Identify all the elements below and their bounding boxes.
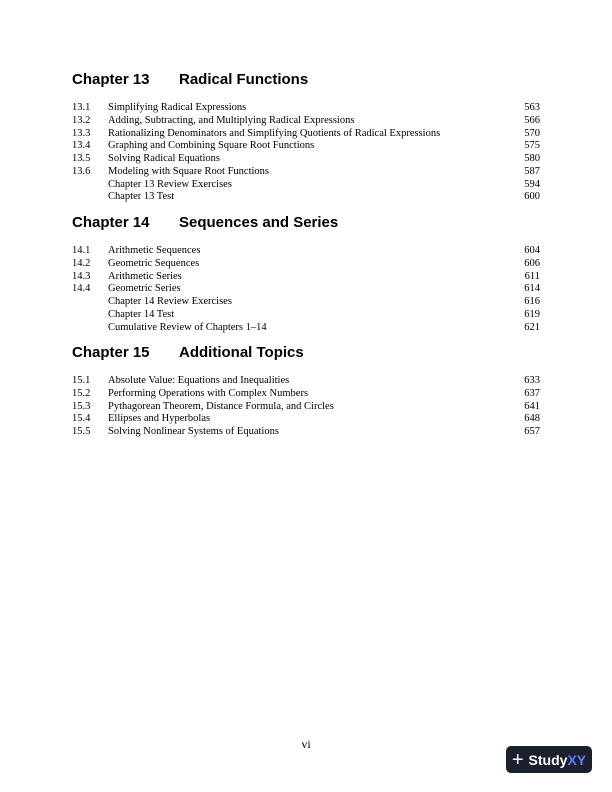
chapter-entries xyxy=(72,245,540,334)
section-title: Adding, Subtracting, and Multiplying Radical Expressions xyxy=(108,114,355,126)
toc-entry[interactable] xyxy=(72,426,540,439)
section-number: 13.5 xyxy=(72,153,91,164)
toc-entry[interactable] xyxy=(72,166,540,179)
chapter-title: Additional Topics xyxy=(179,344,304,361)
page-number: 580 xyxy=(524,153,540,164)
toc-entry[interactable] xyxy=(72,128,540,141)
studyxy-badge[interactable] xyxy=(506,746,592,773)
section-title: Chapter 13 Review Exercises xyxy=(108,178,232,190)
toc-entry[interactable] xyxy=(72,258,540,271)
toc-entry[interactable] xyxy=(72,283,540,296)
section-title: Arithmetic Sequences xyxy=(108,245,201,256)
page-number: 616 xyxy=(524,296,540,307)
section-title: Graphing and Combining Square Root Functions xyxy=(108,140,315,152)
page-number: 575 xyxy=(524,140,540,152)
chapter-title: Sequences and Series xyxy=(179,214,339,231)
section-number: 14.3 xyxy=(72,270,91,282)
chapter-section xyxy=(72,343,540,439)
section-number: 14.2 xyxy=(72,257,91,269)
toc-entry[interactable] xyxy=(72,401,540,414)
section-number: 14.4 xyxy=(72,283,91,295)
chapter-section xyxy=(72,70,540,204)
section-number: 15.4 xyxy=(72,413,91,425)
section-number: 13.4 xyxy=(72,140,91,152)
section-number: 13.6 xyxy=(72,165,91,177)
section-title: Arithmetic Series xyxy=(108,270,182,282)
section-number: 13.3 xyxy=(72,127,91,139)
page-number: 600 xyxy=(524,191,540,203)
page-number: 614 xyxy=(524,283,540,295)
toc-entry[interactable] xyxy=(72,375,540,388)
chapter-number: Chapter 15 xyxy=(72,344,150,361)
toc-entry[interactable] xyxy=(72,309,540,322)
badge-study-text: Study xyxy=(528,751,568,768)
section-number: 14.1 xyxy=(72,245,91,256)
section-number: 15.3 xyxy=(72,400,91,412)
toc-entry[interactable] xyxy=(72,140,540,153)
page-number: 587 xyxy=(524,165,540,177)
section-title: Modeling with Square Root Functions xyxy=(108,165,269,177)
section-number: 15.5 xyxy=(72,426,91,437)
section-number: 13.1 xyxy=(72,102,91,113)
section-title: Pythagorean Theorem, Distance Formula, and Circles xyxy=(108,400,334,412)
page-number: 563 xyxy=(524,102,540,113)
section-title: Cumulative Review of Chapters 1–14 xyxy=(108,321,267,333)
section-title: Solving Radical Equations xyxy=(108,153,220,164)
section-title: Absolute Value: Equations and Inequalities xyxy=(108,375,290,386)
page-number: 637 xyxy=(524,387,540,399)
page-number-footer: vi xyxy=(301,737,311,751)
toc-entry[interactable] xyxy=(72,322,540,335)
plus-icon: + xyxy=(511,748,524,771)
page-number: 570 xyxy=(524,127,540,139)
section-title: Chapter 14 Review Exercises xyxy=(108,296,232,307)
page-number: 657 xyxy=(524,426,540,437)
section-title: Simplifying Radical Expressions xyxy=(108,102,247,113)
section-title: Geometric Series xyxy=(108,283,181,295)
page-number: 641 xyxy=(524,400,540,412)
chapter-title: Radical Functions xyxy=(179,71,309,88)
section-number: 15.1 xyxy=(72,375,91,386)
chapter-entries xyxy=(72,102,540,204)
chapter-section xyxy=(72,213,540,334)
chapter-heading xyxy=(72,70,540,90)
page-number: 619 xyxy=(524,308,540,320)
section-title: Chapter 14 Test xyxy=(108,308,175,320)
page-number: 633 xyxy=(524,375,540,386)
page-number: 604 xyxy=(524,245,540,256)
chapter-number: Chapter 14 xyxy=(72,214,150,231)
section-number: 13.2 xyxy=(72,114,91,126)
section-title: Ellipses and Hyperbolas xyxy=(108,413,211,425)
chapter-entries xyxy=(72,375,540,439)
section-title: Solving Nonlinear Systems of Equations xyxy=(108,426,279,437)
toc-entry[interactable] xyxy=(72,153,540,166)
chapter-number: Chapter 13 xyxy=(72,71,150,88)
toc-entry[interactable] xyxy=(72,102,540,115)
page-number: 648 xyxy=(524,413,540,425)
chapter-heading xyxy=(72,213,540,233)
section-title: Geometric Sequences xyxy=(108,257,200,269)
toc-entry[interactable] xyxy=(72,115,540,128)
toc-entry[interactable] xyxy=(72,179,540,192)
page-number: 611 xyxy=(524,270,540,282)
toc-entry[interactable] xyxy=(72,191,540,204)
section-title: Chapter 13 Test xyxy=(108,191,175,203)
page-number: 566 xyxy=(524,114,540,126)
toc-entry[interactable] xyxy=(72,245,540,258)
toc-entry[interactable] xyxy=(72,413,540,426)
chapter-heading xyxy=(72,343,540,363)
page-number: 621 xyxy=(524,321,540,333)
section-title: Rationalizing Denominators and Simplifying Quotients of Radical Expressions xyxy=(108,127,441,139)
badge-xy-text: XY xyxy=(567,751,587,768)
page-number: 606 xyxy=(524,257,540,269)
section-number: 15.2 xyxy=(72,387,91,399)
section-title: Performing Operations with Complex Numbers xyxy=(108,387,309,399)
toc-entry[interactable] xyxy=(72,271,540,284)
page-number: 594 xyxy=(524,178,540,190)
toc-entry[interactable] xyxy=(72,388,540,401)
toc-entry[interactable] xyxy=(72,296,540,309)
